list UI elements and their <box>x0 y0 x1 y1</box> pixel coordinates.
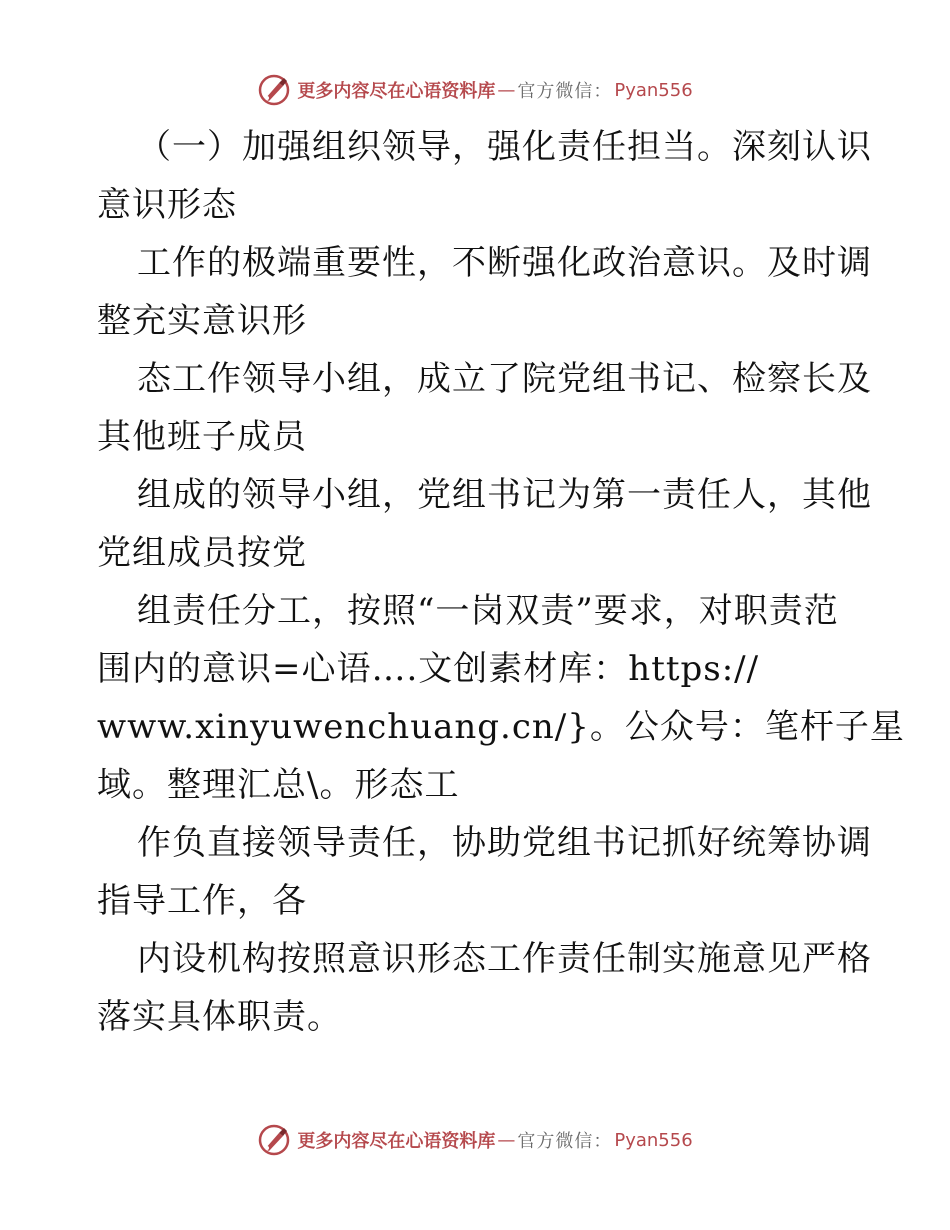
banner-title: 更多内容尽在心语资料库 <box>297 81 496 102</box>
banner-wechat-label: 官方微信： <box>517 1131 613 1152</box>
text-line: 党组成员按党 <box>97 533 307 573</box>
footer-watermark-banner <box>0 1120 950 1160</box>
text-line: 围内的意识=心语….文创素材库：https:// <box>97 649 760 689</box>
banner-wechat-label: 官方微信： <box>517 81 613 102</box>
text-line: 组责任分工，按照“一岗双责”要求，对职责范 <box>137 591 839 631</box>
banner-title: 更多内容尽在心语资料库 <box>297 1131 496 1152</box>
text-line: 整充实意识形 <box>97 301 307 341</box>
banner-wechat-id: Pyan556 <box>614 79 693 101</box>
text-line: 意识形态 <box>97 185 237 225</box>
text-line: www.xinyuwenchuang.cn/}。公众号：笔杆子星 <box>97 707 905 747</box>
text-line: 态工作领导小组，成立了院党组书记、检察长及 <box>137 359 872 399</box>
text-line: 内设机构按照意识形态工作责任制实施意见严格 <box>137 939 872 979</box>
header-watermark-banner <box>0 70 950 110</box>
text-line: 作负直接领导责任，协助党组书记抓好统筹协调 <box>137 823 872 863</box>
banner-separator: — <box>497 1129 516 1151</box>
text-line: 指导工作，各 <box>97 881 307 921</box>
text-line: 其他班子成员 <box>97 417 307 457</box>
banner-wechat-id: Pyan556 <box>614 1129 693 1151</box>
pen-logo-icon <box>257 1123 291 1157</box>
text-line: 落实具体职责。 <box>97 997 342 1037</box>
text-line: 域。整理汇总\。形态工 <box>97 765 460 805</box>
pen-logo-icon <box>257 73 291 107</box>
document-body <box>97 118 905 1046</box>
text-line: （一）加强组织领导，强化责任担当。深刻认识 <box>137 127 872 167</box>
text-line: 组成的领导小组，党组书记为第一责任人，其他 <box>137 475 872 515</box>
text-line: 工作的极端重要性，不断强化政治意识。及时调 <box>137 243 872 283</box>
banner-separator: — <box>497 79 516 101</box>
